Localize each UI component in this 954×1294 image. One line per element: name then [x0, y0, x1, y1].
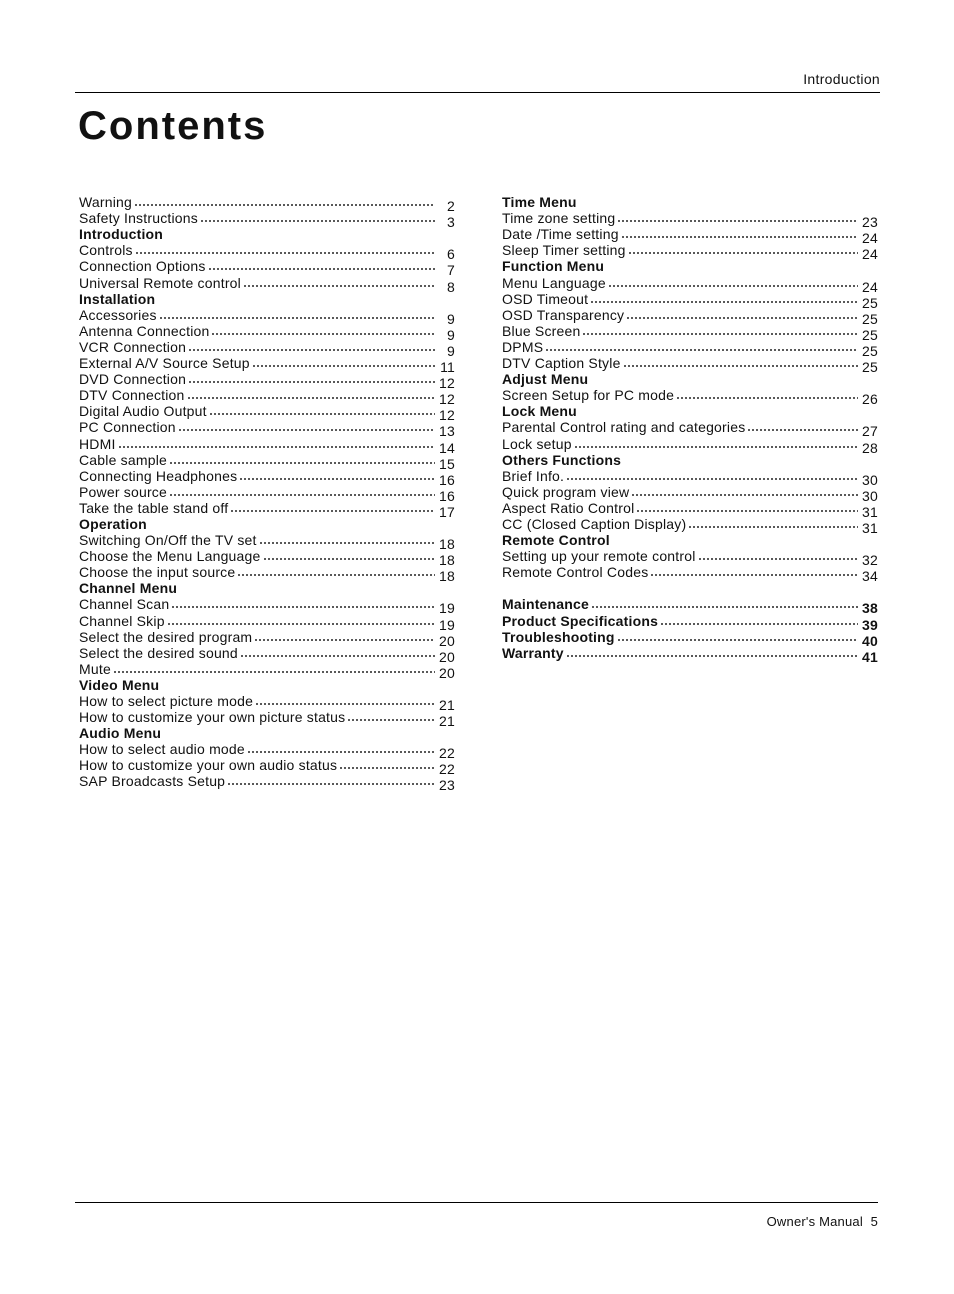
toc-dot-leader — [660, 623, 858, 625]
toc-entry[interactable] — [502, 564, 878, 585]
toc-page-number: 14 — [439, 439, 455, 456]
toc-section-heading-label: Function Menu — [502, 258, 605, 275]
toc-dot-leader — [747, 429, 858, 431]
toc-entry-label: Troubleshooting — [502, 628, 615, 645]
toc-page-number: 21 — [439, 697, 455, 713]
toc-dot-leader — [623, 365, 858, 367]
toc-entry-label: VCR Connection — [79, 338, 187, 355]
toc-entry[interactable] — [502, 483, 878, 504]
toc-page-number: 34 — [862, 568, 878, 585]
toc-entry-label: External A/V Source Setup — [79, 355, 250, 372]
footer — [767, 1214, 878, 1229]
toc-dot-leader — [617, 639, 858, 641]
toc-entry-label: CC (Closed Caption Display) — [502, 515, 687, 532]
toc-entry[interactable] — [79, 274, 455, 295]
toc-entry[interactable] — [79, 322, 455, 343]
toc-entry-label: Menu Language — [502, 274, 606, 291]
toc-entry[interactable] — [79, 403, 455, 424]
toc-entry[interactable] — [502, 290, 878, 311]
toc-entry[interactable] — [79, 258, 455, 279]
toc-dot-leader — [263, 558, 436, 560]
footer-manual-label: Owner's Manual — [766, 1214, 863, 1229]
toc-entry-label: DPMS — [502, 338, 544, 355]
toc-dot-leader — [230, 510, 435, 512]
toc-page-number: 16 — [439, 471, 455, 488]
toc-dot-leader — [252, 365, 435, 367]
toc-dot-leader — [631, 494, 858, 496]
toc-section-heading-label: Others Functions — [502, 451, 622, 468]
section-header: Introduction — [803, 71, 880, 87]
toc-entry-label: Maintenance — [502, 596, 589, 613]
toc-section-heading — [79, 677, 455, 693]
toc-dot-leader — [676, 397, 858, 399]
toc-entry[interactable] — [502, 499, 878, 520]
toc-entry-label: Aspect Ratio Control — [502, 499, 635, 516]
toc-entry-label: Quick program view — [502, 483, 630, 500]
toc-section-heading-label: Channel Menu — [79, 580, 178, 597]
toc-entry-label: Sleep Timer setting — [502, 242, 626, 259]
toc-dot-leader — [171, 606, 435, 608]
toc-entry-label: Choose the Menu Language — [79, 548, 261, 565]
toc-page-number: 25 — [862, 326, 878, 343]
toc-page-number: 16 — [439, 487, 455, 504]
toc-page-number: 22 — [439, 745, 455, 762]
toc-entry[interactable] — [79, 419, 455, 440]
toc-section-heading — [79, 725, 455, 741]
toc-entry-label: Screen Setup for PC mode — [502, 387, 675, 404]
toc-dot-leader — [227, 783, 435, 785]
toc-page-number: 8 — [447, 278, 455, 295]
toc-left-column — [79, 194, 455, 794]
toc-dot-leader — [169, 494, 435, 496]
toc-entry[interactable] — [79, 693, 455, 713]
toc-entry[interactable] — [79, 564, 455, 585]
toc-section-heading-label: Video Menu — [79, 676, 160, 693]
toc-entry[interactable] — [79, 741, 455, 762]
toc-page-number: 30 — [862, 471, 878, 488]
toc-section-heading-label: Lock Menu — [502, 403, 577, 420]
toc-dot-leader — [254, 639, 435, 641]
toc-dot-leader — [566, 478, 858, 480]
toc-page-number: 40 — [862, 632, 878, 649]
toc-section-heading-label: Operation — [79, 515, 147, 532]
toc-entry-label: Accessories — [79, 306, 157, 323]
toc-entry[interactable] — [79, 660, 455, 681]
toc-entry[interactable] — [79, 355, 455, 376]
toc-dot-leader — [169, 462, 435, 464]
toc-page-number: 18 — [439, 536, 455, 553]
toc-entry[interactable] — [79, 709, 455, 730]
toc-page-number: 31 — [862, 503, 878, 520]
toc-page-number: 32 — [862, 552, 878, 569]
toc-entry[interactable] — [79, 532, 455, 553]
toc-dot-leader — [237, 574, 435, 576]
toc-dot-leader — [698, 558, 858, 560]
toc-page-number: 17 — [439, 503, 455, 520]
toc-dot-leader — [209, 413, 435, 415]
toc-entry-label: Channel Scan — [79, 596, 170, 613]
toc-entry[interactable] — [502, 338, 878, 359]
toc-entry-label: DVD Connection — [79, 371, 187, 388]
toc-entry-label: Switching On/Off the TV set — [79, 532, 257, 549]
toc-entry-label: Date /Time setting — [502, 226, 619, 243]
toc-entry-label: Time zone setting — [502, 210, 616, 227]
toc-entry-label: DTV Caption Style — [502, 355, 621, 372]
toc-entry[interactable] — [502, 306, 878, 327]
toc-section-heading-label: Audio Menu — [79, 725, 162, 742]
toc-section-heading — [79, 226, 455, 242]
toc-section-heading — [79, 291, 455, 307]
toc-dot-leader — [188, 381, 435, 383]
toc-entry-label: Antenna Connection — [79, 322, 210, 339]
toc-dot-leader — [247, 751, 435, 753]
toc-entry-label: Digital Audio Output — [79, 403, 207, 420]
toc-entry-label: Cable sample — [79, 451, 167, 468]
toc-entry-label: Connection Options — [79, 258, 206, 275]
toc-page-number: 6 — [447, 246, 455, 263]
toc-entry[interactable] — [79, 548, 455, 569]
toc-entry-label: Connecting Headphones — [79, 467, 238, 484]
toc-page-number: 2 — [447, 198, 455, 215]
toc-dot-leader — [134, 204, 435, 206]
page-title: Contents — [78, 104, 268, 148]
toc-entry-label: Choose the input source — [79, 564, 236, 581]
toc-entry-label: OSD Transparency — [502, 306, 625, 323]
toc-entry[interactable] — [502, 242, 878, 263]
toc-entry[interactable] — [502, 355, 878, 376]
toc-section-heading — [502, 258, 878, 274]
toc-page-number: 25 — [862, 342, 878, 359]
toc-entry-label: Safety Instructions — [79, 210, 198, 227]
toc-entry[interactable] — [502, 322, 878, 343]
toc-entry[interactable] — [79, 483, 455, 504]
toc-page-number: 9 — [447, 326, 455, 343]
toc-entry-label: Select the desired sound — [79, 644, 238, 661]
toc-entry[interactable] — [502, 210, 878, 231]
toc-page-number: 18 — [439, 552, 455, 569]
toc-entry-label: DTV Connection — [79, 387, 185, 404]
toc-page-number: 3 — [447, 214, 455, 231]
toc-page-number: 22 — [439, 761, 455, 778]
footer-rule — [75, 1202, 878, 1203]
toc-entry-label: Brief Info. — [502, 467, 565, 484]
toc-entry[interactable] — [79, 757, 455, 778]
toc-dot-leader — [590, 301, 858, 303]
toc-page-number: 13 — [439, 423, 455, 440]
toc-entry[interactable] — [502, 612, 878, 633]
toc-dot-leader — [188, 349, 435, 351]
toc-entry[interactable] — [502, 274, 878, 295]
toc-dot-leader — [636, 510, 858, 512]
toc-dot-leader — [255, 703, 435, 705]
toc-section-heading — [79, 516, 455, 532]
toc-entry[interactable] — [502, 435, 878, 456]
toc-dot-leader — [628, 252, 858, 254]
toc-entry-label: Blue Screen — [502, 322, 581, 339]
toc-page-number: 25 — [862, 294, 878, 311]
toc-section-heading-label: Time Menu — [502, 194, 577, 211]
toc-page-number: 12 — [439, 375, 455, 392]
toc-section-heading-label: Adjust Menu — [502, 371, 589, 388]
toc-dot-leader — [347, 719, 435, 721]
toc-dot-leader — [159, 317, 435, 319]
toc-dot-leader — [566, 655, 858, 657]
toc-page-number: 25 — [862, 310, 878, 327]
toc-page-number: 20 — [439, 664, 455, 681]
toc-page-number: 28 — [862, 439, 878, 456]
toc-entry-label: PC Connection — [79, 419, 176, 436]
footer-page-number: 5 — [870, 1214, 878, 1229]
toc-entry[interactable] — [79, 467, 455, 488]
toc-entry[interactable] — [79, 628, 455, 649]
toc-entry[interactable] — [502, 644, 878, 665]
toc-entry-label: Channel Skip — [79, 612, 165, 629]
toc-entry-label: Remote Control Codes — [502, 564, 649, 581]
toc-dot-leader — [617, 220, 858, 222]
toc-page-number: 26 — [862, 391, 878, 408]
toc-page-number: 12 — [439, 391, 455, 408]
toc-page-number: 31 — [862, 519, 878, 536]
toc-entry[interactable] — [79, 596, 455, 617]
toc-dot-leader — [626, 317, 858, 319]
toc-entry-label: Parental Control rating and categories — [502, 419, 746, 436]
toc-section-heading — [502, 403, 878, 419]
toc-dot-leader — [339, 767, 435, 769]
toc-dot-leader — [200, 220, 435, 222]
toc-page-number: 12 — [439, 407, 455, 424]
toc-entry[interactable] — [502, 467, 878, 488]
toc-page-number: 25 — [862, 359, 878, 376]
toc-entry[interactable] — [79, 773, 455, 794]
toc-entry[interactable] — [502, 226, 878, 247]
toc-dot-leader — [208, 268, 435, 270]
toc-page-number: 41 — [862, 648, 878, 665]
toc-entry[interactable] — [79, 612, 455, 633]
toc-section-heading-label: Installation — [79, 290, 156, 307]
toc-dot-leader — [211, 333, 435, 335]
toc-page-number: 30 — [862, 487, 878, 504]
toc-dot-leader — [582, 333, 858, 335]
toc-entry[interactable] — [79, 451, 455, 472]
toc-dot-leader — [259, 542, 435, 544]
toc-dot-leader — [243, 285, 435, 287]
toc-entry[interactable] — [502, 387, 878, 408]
toc-section-heading-label: Introduction — [79, 226, 164, 243]
toc-entry[interactable] — [79, 210, 455, 231]
toc-entry[interactable] — [79, 371, 455, 392]
toc-dot-leader — [688, 526, 858, 528]
toc-page-number: 39 — [862, 616, 878, 633]
toc-entry[interactable] — [502, 419, 878, 440]
toc-entry[interactable] — [79, 387, 455, 408]
toc-dot-leader — [113, 671, 435, 673]
toc-entry-label: How to select audio mode — [79, 741, 245, 758]
toc-page-number: 27 — [862, 423, 878, 440]
toc-entry-label: Setting up your remote control — [502, 548, 696, 565]
toc-page-number: 9 — [447, 342, 455, 359]
toc-page-number: 23 — [862, 214, 878, 231]
toc-entry-label: Mute — [79, 660, 111, 677]
toc-entry-label: Take the table stand off — [79, 499, 229, 516]
toc-page-number: 9 — [447, 310, 455, 327]
toc-dot-leader — [574, 446, 858, 448]
toc-entry-label: How to customize your own audio status — [79, 757, 338, 774]
toc-entry[interactable] — [502, 548, 878, 569]
toc-page-number: 19 — [439, 616, 455, 633]
toc-entry-label: Power source — [79, 483, 167, 500]
toc-entry[interactable] — [79, 338, 455, 359]
toc-entry[interactable] — [79, 242, 455, 263]
toc-page-number: 24 — [862, 230, 878, 247]
toc-page-number: 38 — [862, 600, 878, 617]
toc-section-heading — [502, 371, 878, 387]
toc-entry-label: Universal Remote control — [79, 274, 241, 291]
toc-page-number: 23 — [439, 777, 455, 794]
toc-entry-label: Product Specifications — [502, 612, 659, 629]
toc-dot-leader — [621, 236, 858, 238]
toc-dot-leader — [167, 623, 435, 625]
toc-entry-label: Select the desired program — [79, 628, 253, 645]
header-rule — [75, 92, 880, 93]
toc-dot-leader — [118, 446, 435, 448]
toc-page-number: 24 — [862, 246, 878, 263]
toc-dot-leader — [135, 252, 435, 254]
toc-page-number: 21 — [439, 713, 455, 730]
toc-entry-label: Warning — [79, 194, 133, 211]
toc-entry[interactable] — [79, 644, 455, 665]
toc-dot-leader — [240, 655, 435, 657]
toc-right-column — [502, 194, 878, 665]
toc-page-number: 18 — [439, 568, 455, 585]
toc-section-heading-label: Remote Control — [502, 532, 610, 549]
toc-entry-label: SAP Broadcasts Setup — [79, 773, 226, 790]
toc-page-number: 7 — [447, 262, 455, 279]
toc-entry-label: Warranty — [502, 644, 564, 661]
toc-section-heading — [79, 580, 455, 596]
toc-spacer — [502, 580, 878, 596]
toc-entry-label: Lock setup — [502, 435, 572, 452]
toc-dot-leader — [178, 429, 435, 431]
toc-dot-leader — [239, 478, 435, 480]
toc-dot-leader — [608, 285, 858, 287]
toc-entry-label: Controls — [79, 242, 133, 259]
toc-page-number: 20 — [439, 648, 455, 665]
toc-page-number: 20 — [439, 632, 455, 649]
toc-entry-label: How to select picture mode — [79, 693, 254, 709]
toc-entry[interactable] — [502, 628, 878, 649]
toc-page-number: 15 — [439, 455, 455, 472]
toc-dot-leader — [650, 574, 858, 576]
toc-dot-leader — [187, 397, 435, 399]
toc-section-heading — [502, 452, 878, 468]
toc-dot-leader — [545, 349, 858, 351]
toc-entry[interactable] — [502, 515, 878, 536]
toc-section-heading — [502, 194, 878, 210]
toc-entry[interactable] — [79, 306, 455, 327]
toc-section-heading — [502, 532, 878, 548]
toc-entry[interactable] — [79, 194, 455, 215]
toc-page-number: 24 — [862, 278, 878, 295]
toc-entry[interactable] — [79, 499, 455, 520]
toc-entry[interactable] — [79, 435, 455, 456]
toc-entry-label: OSD Timeout — [502, 290, 589, 307]
toc-dot-leader — [591, 606, 858, 608]
toc-page-number: 19 — [439, 600, 455, 617]
toc-entry-label: How to customize your own picture status — [79, 709, 346, 726]
toc-entry[interactable] — [502, 596, 878, 617]
toc-entry-label: HDMI — [79, 435, 116, 452]
toc-page-number: 11 — [440, 359, 455, 376]
